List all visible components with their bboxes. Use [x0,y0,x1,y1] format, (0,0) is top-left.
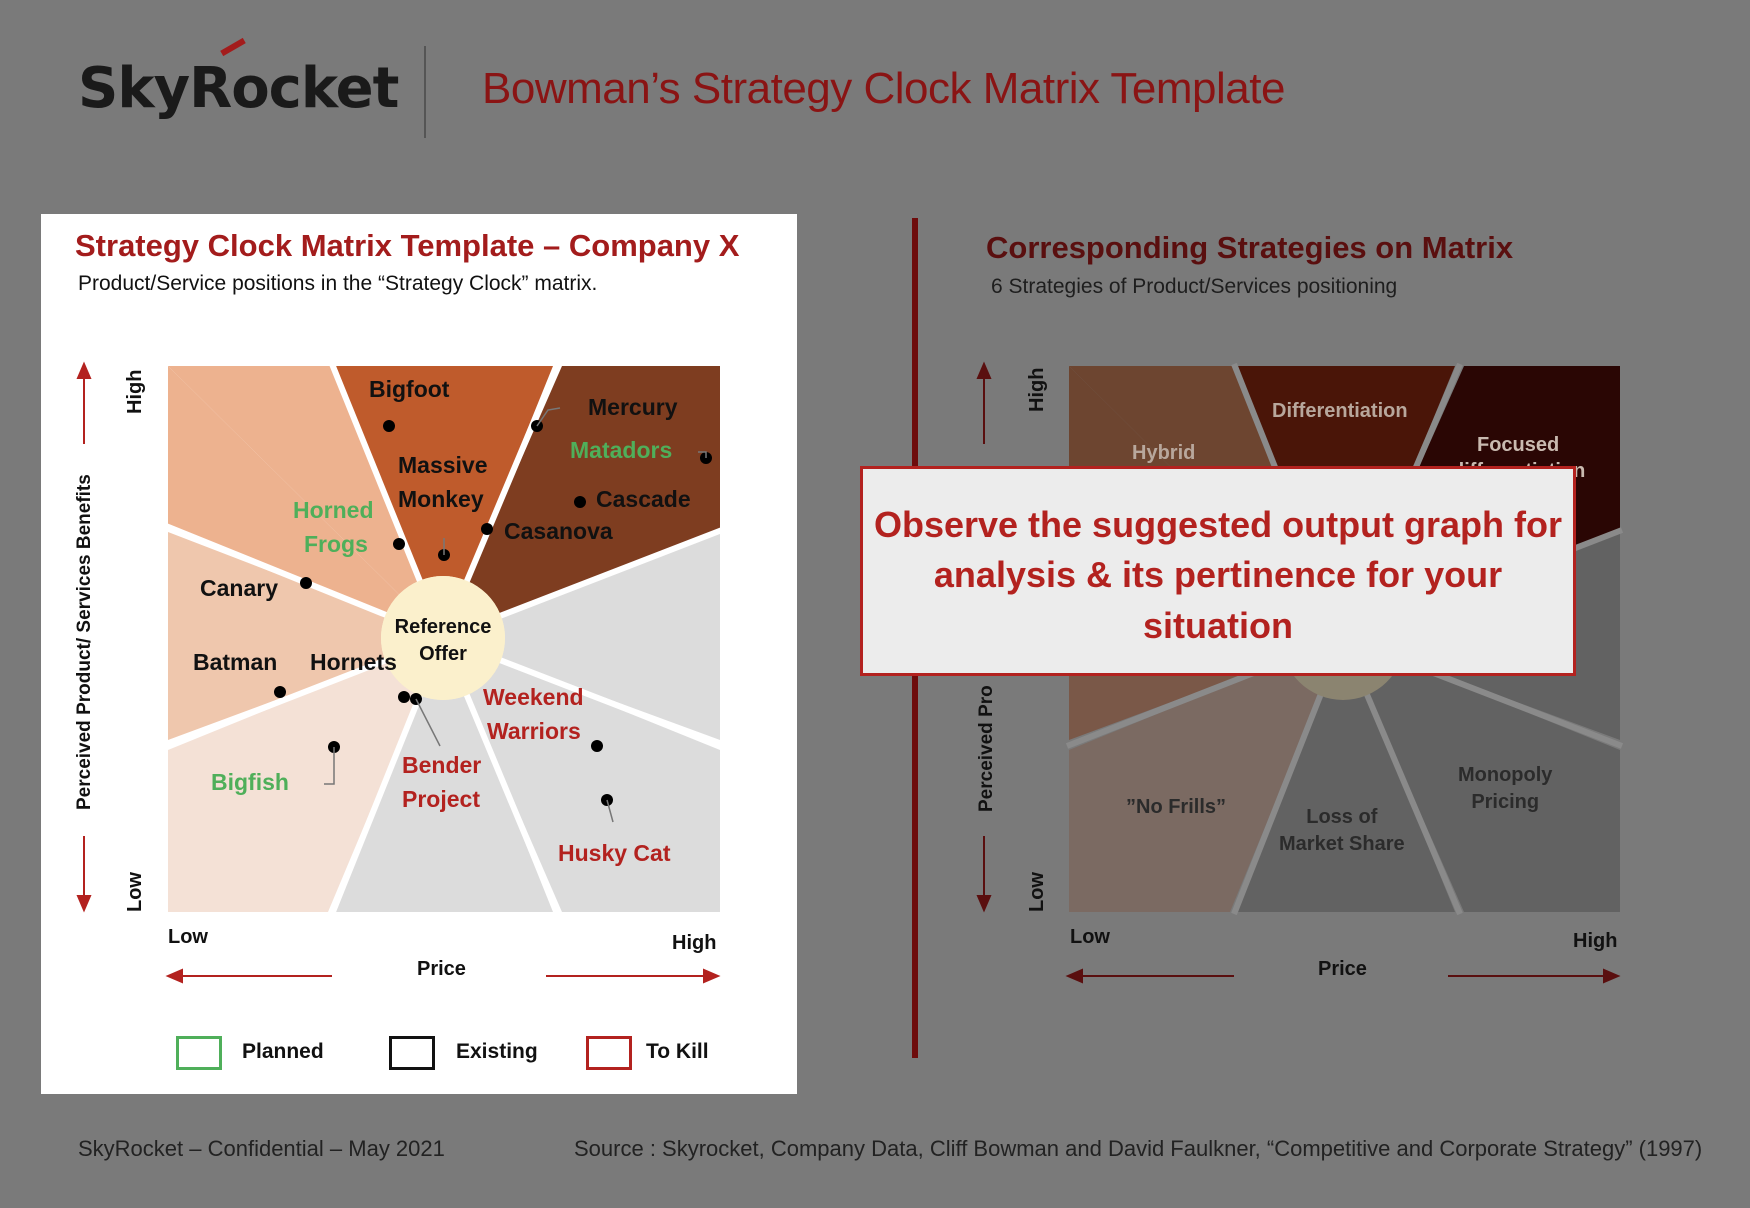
product-label-batman: Batman [193,649,278,675]
left-y-low: Low [124,872,146,912]
left-x-low: Low [168,926,208,948]
left-panel-title: Strategy Clock Matrix Template – Company X [75,228,740,263]
legend-planned-swatch [176,1036,222,1070]
product-label-frogs: Frogs [304,531,368,557]
right-x-high: High [1573,930,1618,952]
logo-text-b: ocket [231,56,399,121]
left-y-high: High [124,369,146,414]
right-x-axis-label: Price [1318,958,1367,980]
product-label-matadors: Matadors [570,437,673,463]
product-label-bender: Bender [402,752,482,778]
strategy-hybrid: Hybrid [1132,442,1196,464]
product-label-mercury: Mercury [588,394,678,420]
strategy-differentiation: Differentiation [1272,400,1408,422]
product-label-husky-cat: Husky Cat [558,840,671,866]
legend-existing-label: Existing [456,1040,538,1063]
product-label-casanova: Casanova [504,518,613,544]
reference-offer-label: Reference Offer [394,616,492,665]
left-panel-subtitle: Product/Service positions in the “Strategy Clock” matrix. [78,272,598,295]
product-label-hornets: Hornets [310,649,397,675]
product-label-monkey: Monkey [398,486,484,512]
legend-kill-swatch [586,1036,632,1070]
footer-source: Source : Skyrocket, Company Data, Cliff Bowman and David Faulkner, “Competitive and Corporate Strategy” (1997) [574,1136,1703,1161]
left-x-high: High [672,932,717,954]
right-y-low: Low [1026,872,1048,912]
right-x-low: Low [1070,926,1110,948]
strategy-loss-of-market-share: Loss of Market Share [1279,806,1405,855]
logo-text-a: SkyR [78,56,232,121]
legend-kill-label: To Kill [646,1040,709,1063]
product-label-weekend: Weekend [483,684,584,710]
strategy-no-frills: ”No Frills” [1126,796,1227,818]
product-label-project: Project [402,786,480,812]
strategy-focused: Focused [1477,434,1560,456]
product-label-bigfoot: Bigfoot [369,376,450,402]
product-label-horned: Horned [293,497,374,523]
product-label-canary: Canary [200,575,278,601]
left-x-axis-label: Price [417,958,466,980]
right-panel-title: Corresponding Strategies on Matrix [986,230,1514,265]
product-label-cascade: Cascade [596,486,691,512]
left-y-axis-label: Perceived Product/ Services Benefits [74,474,95,810]
product-label-massive: Massive [398,452,488,478]
right-y-high: High [1026,367,1048,412]
product-label-warriors: Warriors [487,718,581,744]
strategy-focused-cut [1452,458,1585,466]
strategy-monopoly-pricing: Monopoly Pricing [1458,764,1553,813]
callout-text: Observe the suggested output graph for analysis & its pertinence for your situation [873,504,1563,646]
product-label-bigfish: Bigfish [211,769,289,795]
legend-existing-swatch [389,1036,435,1070]
right-panel-subtitle: 6 Strategies of Product/Services positioning [991,275,1398,298]
page-title: Bowman’s Strategy Clock Matrix Template [482,64,1285,113]
footer-confidential: SkyRocket – Confidential – May 2021 [78,1136,445,1161]
right-y-axis-label: Perceived Pro [976,685,997,812]
legend-planned-label: Planned [242,1040,324,1063]
